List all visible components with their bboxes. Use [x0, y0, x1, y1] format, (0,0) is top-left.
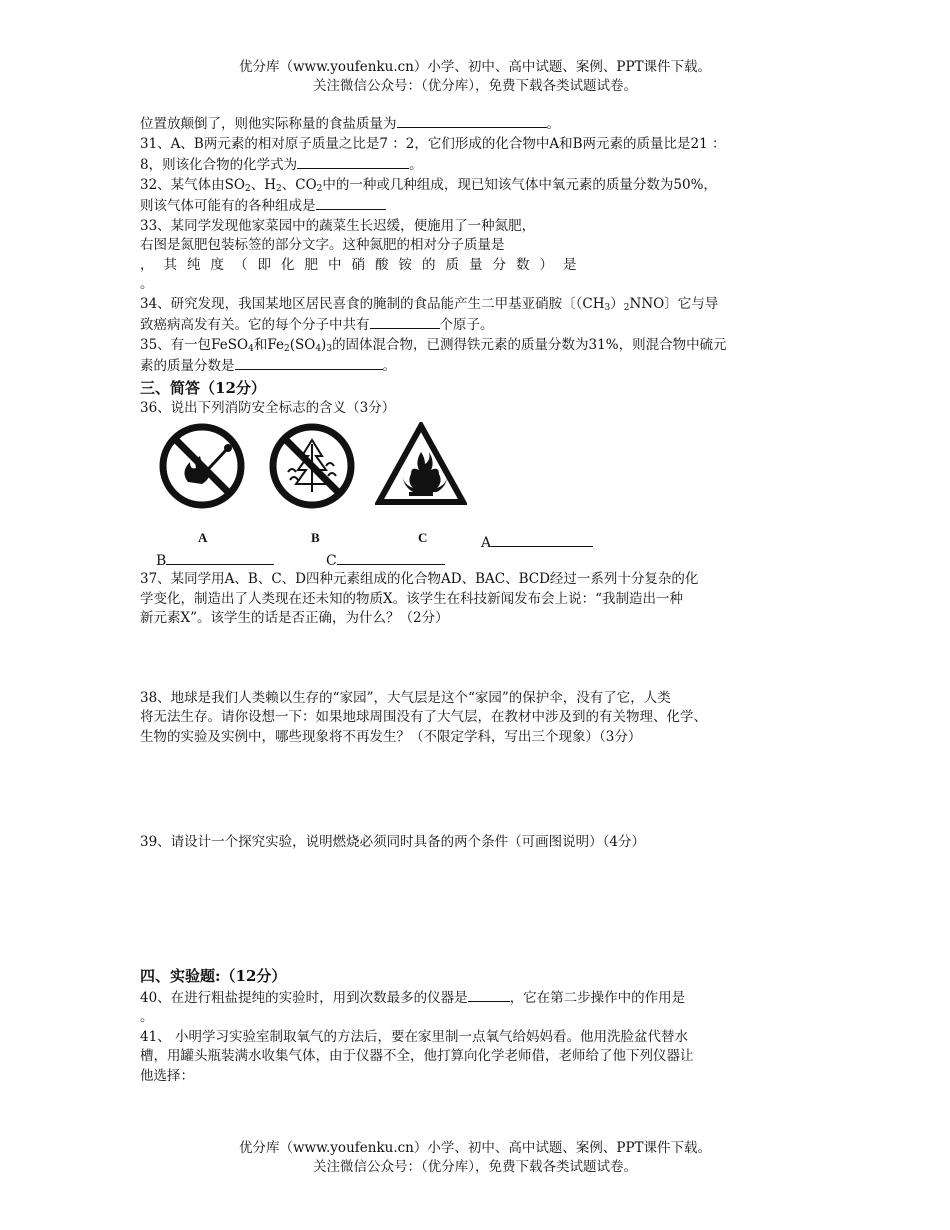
question-35: 35、有一包FeSO$_4$和$Fe_2(SO_4)_3$的固体混合物，已测得铁元素的质量分数为31%，则混合物中硫元 素的质量分数是 。: [140, 336, 727, 374]
no-forest-fire-sign-icon: [268, 422, 356, 510]
footer-line-2: 关注微信公众号：（优分库），免费下载各类试题试卷。: [313, 1159, 637, 1175]
header-line-1: 优分库（www.youfenku.cn）小学、初中、高中试题、案例、PPT课件下载。: [238, 59, 712, 75]
question-41: 41、 小明学习实验室制取氧气的方法后，要在家里制一点氧气给妈妈看。他用洗脸盆代替水 槽，用罐头瓶装满水收集气体，由于仪器不全，他打算向化学老师借，老师给了他下列仪器让 他选择：: [140, 1028, 694, 1084]
answer-blank[interactable]: [370, 314, 440, 329]
question-33: 33、某同学发现他家菜园中的蔬菜生长迟缓，便施用了一种氮肥， 右图是氮肥包装标签的部分文字。这种氮肥的相对分子质量是 ，其纯度（即化肥中硝酸铵的质量分数）是 。: [140, 217, 587, 292]
section-3-title: 三、简答（12分）: [140, 378, 266, 397]
question-31: 31、A、B两元素的相对原子质量之比是7 ：2，它们形成的化合物中A和B两元素的质量比是21 ： 8，则该化合物的化学式为 。: [140, 135, 726, 173]
answer-c: C: [326, 550, 445, 572]
sign-label-c: C: [418, 530, 428, 545]
page-header: [0, 58, 950, 96]
question-32: 32、某气体由$SO_2$、$H_2$、$CO_2$中的一种或几种组成，现已知该气体中氧元素的质量分数为50%， 则该气体可能有的各种组成是: [140, 176, 717, 214]
answer-blank[interactable]: [468, 987, 510, 1002]
fire-safety-signs: [140, 418, 822, 570]
answer-b: B: [156, 550, 274, 572]
answer-blank[interactable]: [397, 113, 547, 128]
question-40: 40、在进行粗盐提纯的实验时，用到次数最多的仪器是 ，它在第二步操作中的作用是 。: [140, 987, 822, 1028]
no-fire-sign-icon: [158, 422, 246, 510]
answer-blank[interactable]: [297, 154, 409, 169]
sign-label-b: B: [311, 530, 320, 545]
question-38: 38、地球是我们人类赖以生存的“家园”，大气层是这个“家园”的保护伞，没有了它，人类 将无法生存。请你设想一下：如果地球周围没有了大气层，在教材中涉及到的有关物理、化学、 生物的实验及实例中，哪些现象将不再发生？（不限定学科，写出三个现象）（3分）: [140, 689, 707, 745]
answer-space-38[interactable]: [140, 747, 822, 833]
question-34: 34、研究发现，我国某地区居民喜食的腌制的食品能产生二甲基亚硝胺〔$(CH_3)_2NNO$〕它与导 致癌病高发有关。它的每个分子中共有 个原子。: [140, 295, 719, 333]
answer-blank[interactable]: [166, 550, 274, 565]
sign-label-a: A: [198, 530, 208, 545]
question-36: 36、说出下列消防安全标志的含义（3分）: [140, 399, 396, 416]
answer-blank[interactable]: [491, 532, 593, 547]
q30-tail: 位置放颠倒了，则他实际称量的食盐质量为 。: [140, 113, 822, 135]
answer-blank[interactable]: [337, 550, 445, 565]
footer-line-1: 优分库（www.youfenku.cn）小学、初中、高中试题、案例、PPT课件下载。: [238, 1140, 712, 1156]
answer-blank[interactable]: [235, 355, 383, 370]
answer-blank[interactable]: [316, 195, 386, 210]
answer-a: A: [481, 532, 593, 554]
answer-space-37[interactable]: [140, 629, 822, 689]
page-footer: [0, 1139, 950, 1177]
question-39: 39、请设计一个探究实验，说明燃烧必须同时具备的两个条件（可画图说明）（4分）: [140, 834, 646, 850]
flammable-warning-sign-icon: [375, 422, 467, 506]
exam-content: [140, 113, 822, 1086]
answer-space-39[interactable]: [140, 853, 822, 965]
question-37: 37、某同学用A、B、C、D四种元素组成的化合物AD、BAC、BCD经过一系列十分复杂的化 学变化，制造出了人类现在还未知的物质X。该学生在科技新闻发布会上说：“我制造出一种 新元素X”。该学生的话是否正确，为什么？（2分）: [140, 571, 699, 626]
header-line-2: 关注微信公众号：（优分库），免费下载各类试题试卷。: [313, 78, 637, 94]
section-4-title: 四、实验题:（12分）: [140, 966, 287, 985]
